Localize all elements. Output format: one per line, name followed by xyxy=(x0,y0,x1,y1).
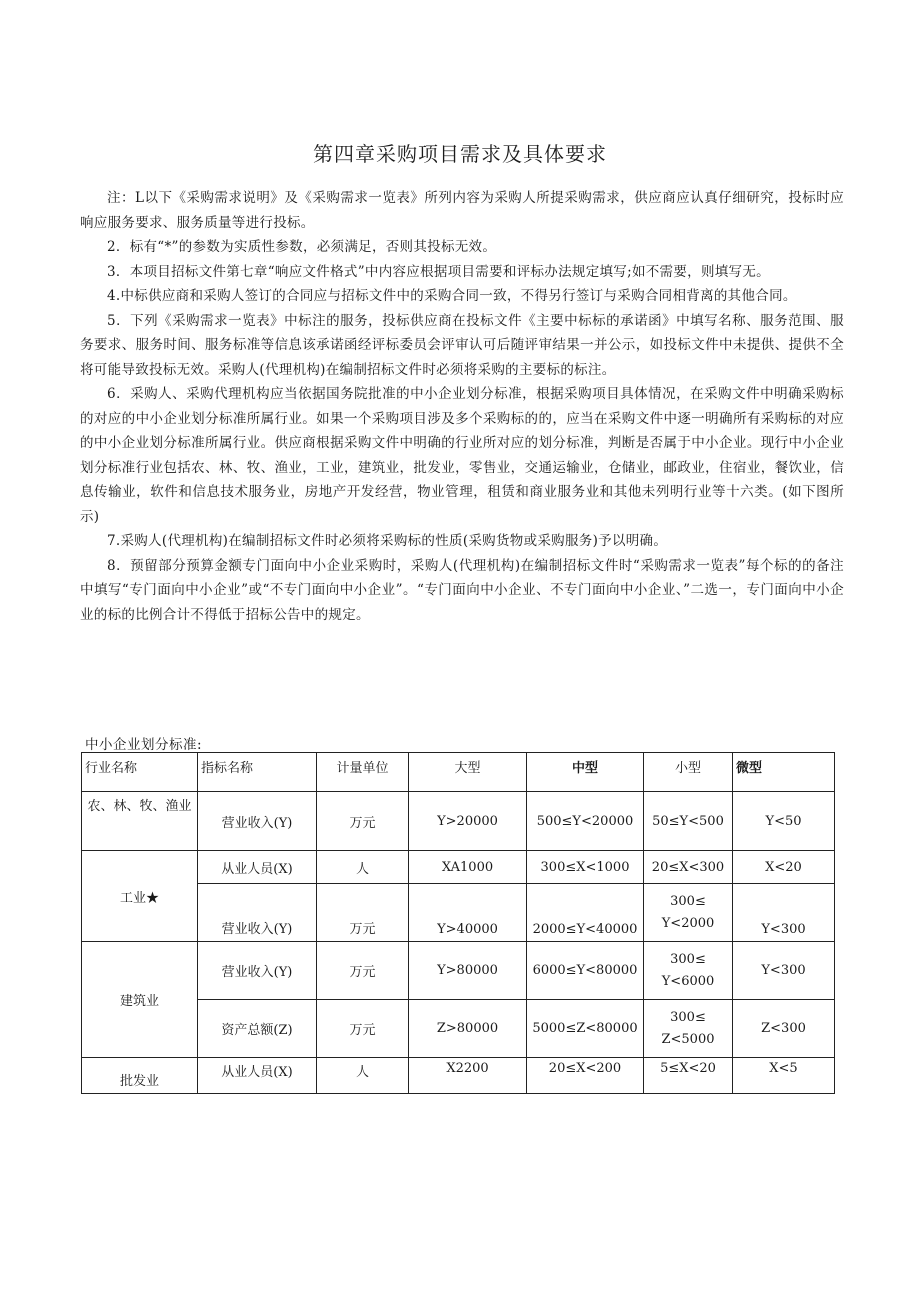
note-paragraph: 7.采购人(代理机构)在编制招标文件时必须将采购标的性质(采购货物或采购服务)予以明确。 xyxy=(107,533,668,549)
table-cell: 20≤X<200 xyxy=(527,1058,644,1094)
note-paragraph: 6．采购人、采购代理机构应当依据国务院批准的中小企业划分标准，根据采购项目具体情况，在采购文件中明确采购标的对应的中小企业划分标准所属行业。如果一个采购项目涉及多个采购标的的，应当在采购文件中逐一明确所有采购标的对应的中小企业划分标准所属行业。供应商根据采购文件中明确的行业所对应的划分标准，判断是否属于中小企业。现行中小企业划分标准行业包括农、林、牧、渔业，工业，建筑业，批发业，零售业，交通运输业，仓储业，邮政业，住宿业，餐饮业，信息传输业，软件和信息技术服务业，房地产开发经营，物业管理，租赁和商业服务业和其他未列明行业等十六类。(如下图所示) xyxy=(80,386,844,525)
table-cell: X2200 xyxy=(409,1058,527,1094)
header-cell: 微型 xyxy=(733,753,835,792)
table-cell: 20≤X<300 xyxy=(644,851,733,884)
table-cell: 从业人员(X) xyxy=(198,1058,317,1094)
table-cell: XA1000 xyxy=(409,851,527,884)
table-cell: 营业收入(Y) xyxy=(198,884,317,942)
table-cell: Y<300 xyxy=(733,942,835,1000)
header-cell: 行业名称 xyxy=(82,753,198,792)
table-cell: 人 xyxy=(317,851,409,884)
table-cell: 人 xyxy=(317,1058,409,1094)
table-cell: 6000≤Y<80000 xyxy=(527,942,644,1000)
note-paragraph: 8．预留部分预算金额专门面向中小企业采购时，采购人(代理机构)在编制招标文件时“采购需求一览表”每个标的的备注中填写“专门面向中小企业”或“不专门面向中小企业”。“专门面向中小企业、不专门面向中小企业、”二选一，专门面向中小企业的标的比例合计不得低于招标公告中的规定。 xyxy=(80,557,844,623)
table-cell: Y<50 xyxy=(733,792,835,851)
table-cell: 50≤Y<500 xyxy=(644,792,733,851)
header-cell: 小型 xyxy=(644,753,733,792)
table-cell: 万元 xyxy=(317,884,409,942)
table-cell: 5≤X<20 xyxy=(644,1058,733,1094)
table-cell: 营业收入(Y) xyxy=(198,942,317,1000)
note-paragraph: 5．下列《采购需求一览表》中标注的服务，投标供应商在投标文件《主要中标标的承诺函》中填写名称、服务范围、服务要求、服务时间、服务标准等信息该承诺函经评标委员会评审认可后随评审结果一并公示，如投标文件中未提供、提供不全将可能导致投标无效。采购人(代理机构)在编制招标文件时必须将采购的主要标的标注。 xyxy=(80,312,844,378)
table-cell: 300≤ Y<2000 xyxy=(644,884,733,942)
table-row xyxy=(82,792,835,851)
header-cell: 指标名称 xyxy=(198,753,317,792)
table-cell: 万元 xyxy=(317,942,409,1000)
table-cell: 从业人员(X) xyxy=(198,851,317,884)
table-cell: 500≤Y<20000 xyxy=(527,792,644,851)
table-cell: 万元 xyxy=(317,792,409,851)
note-paragraph: 4.中标供应商和采购人签订的合同应与招标文件中的采购合同一致，不得另行签订与采购合同相背离的其他合同。 xyxy=(107,288,797,304)
table-cell: Y>80000 xyxy=(409,942,527,1000)
table-row xyxy=(82,851,835,884)
table-cell: X<5 xyxy=(733,1058,835,1094)
industry-cell: 批发业 xyxy=(82,1058,198,1094)
table-cell: Y<300 xyxy=(733,884,835,942)
table-cell: 2000≤Y<40000 xyxy=(527,884,644,942)
table-cell: 资产总额(Z) xyxy=(198,1000,317,1058)
industry-cell: 建筑业 xyxy=(82,942,198,1058)
table-cell: 300≤X<1000 xyxy=(527,851,644,884)
table-cell: Y>40000 xyxy=(409,884,527,942)
table-cell: Z<300 xyxy=(733,1000,835,1058)
table-header-row xyxy=(82,753,835,792)
table-caption: 中小企业划分标准: xyxy=(85,737,203,753)
table-cell: 营业收入(Y) xyxy=(198,792,317,851)
table-row xyxy=(82,1058,835,1094)
sme-classification-table xyxy=(81,752,835,1094)
requirements-notes xyxy=(80,186,844,627)
table-cell: 300≤ Y<6000 xyxy=(644,942,733,1000)
table-cell: X<20 xyxy=(733,851,835,884)
table-cell: Y>20000 xyxy=(409,792,527,851)
note-paragraph: 3．本项目招标文件第七章“响应文件格式”中内容应根据项目需要和评标办法规定填写;如不需要，则填写无。 xyxy=(107,263,770,280)
table-cell: 万元 xyxy=(317,1000,409,1058)
note-paragraph: 注：L以下《采购需求说明》及《采购需求一览表》所列内容为采购人所提采购需求，供应商应认真仔细研究，投标时应响应服务要求、服务质量等进行投标。 xyxy=(80,190,844,231)
table-row xyxy=(82,942,835,1000)
industry-cell: 工业★ xyxy=(82,851,198,942)
page-title: 第四章采购项目需求及具体要求 xyxy=(313,142,607,166)
table-cell: 5000≤Z<80000 xyxy=(527,1000,644,1058)
note-paragraph: 2．标有“*”的参数为实质性参数，必须满足，否则其投标无效。 xyxy=(107,239,497,255)
header-cell: 计量单位 xyxy=(317,753,409,792)
table-cell: 300≤ Z<5000 xyxy=(644,1000,733,1058)
table-cell: Z>80000 xyxy=(409,1000,527,1058)
header-cell: 中型 xyxy=(527,753,644,792)
header-cell: 大型 xyxy=(409,753,527,792)
industry-cell: 农、林、牧、渔业 xyxy=(82,792,198,851)
